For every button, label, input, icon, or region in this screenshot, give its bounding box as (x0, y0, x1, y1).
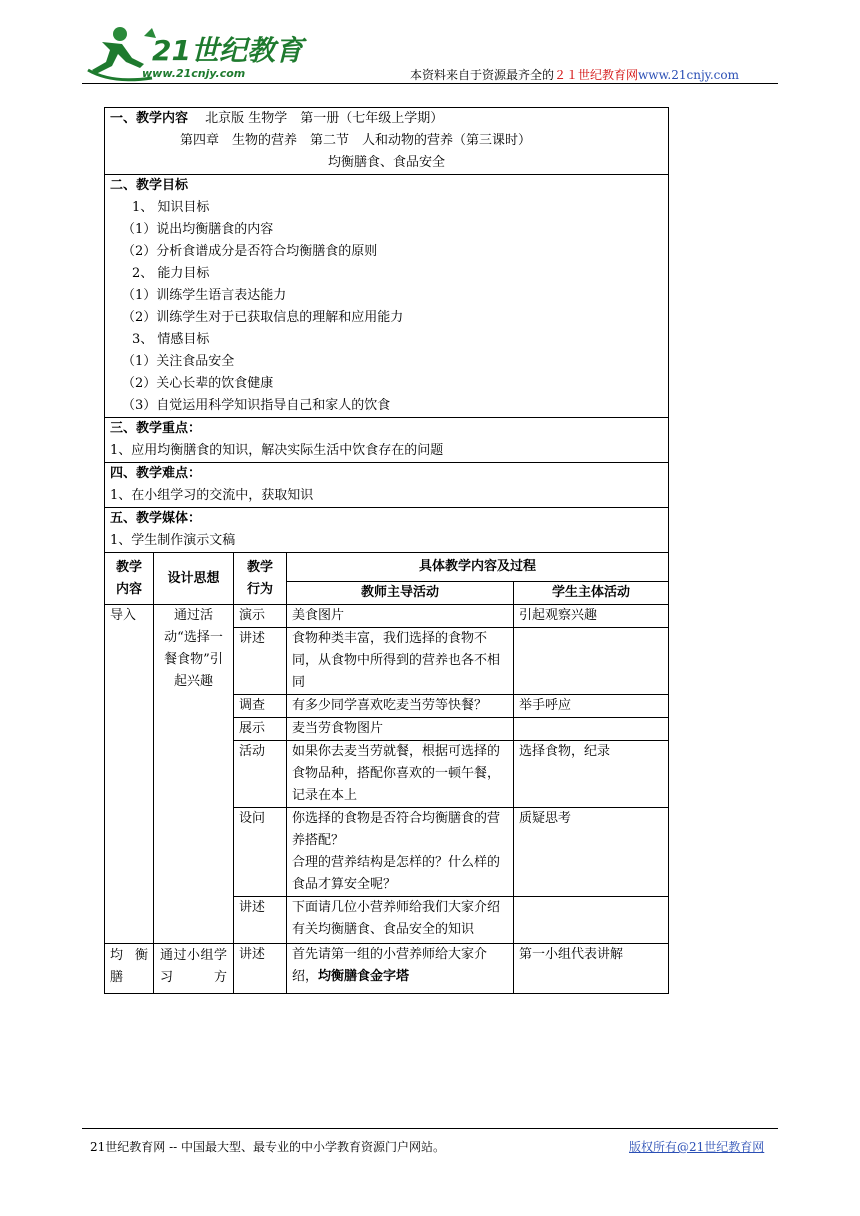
goal-item: （1）说出均衡膳食的内容 (122, 222, 274, 237)
teacher-cell: 下面请几位小营养师给我们大家介绍有关均衡膳食、食品安全的知识 (287, 897, 514, 944)
student-cell (514, 718, 669, 741)
section1-title: 一、教学内容 (110, 111, 189, 126)
student-cell: 引起观察兴趣 (514, 605, 669, 628)
behavior-cell: 讲述 (234, 944, 287, 994)
goal-item: （2）训练学生对于已获取信息的理解和应用能力 (122, 310, 404, 325)
section-teaching-goals (105, 175, 669, 418)
section1-book: 北京版 生物学 第一册（七年级上学期） (205, 111, 444, 126)
goal-group-label: 3、 情感目标 (132, 332, 210, 347)
section1-chapter: 第四章 生物的营养 第二节 人和动物的营养（第三课时） (180, 133, 532, 148)
section3-title: 三、教学重点： (110, 421, 202, 436)
student-cell: 质疑思考 (514, 808, 669, 897)
section-teaching-content (105, 108, 669, 175)
section4-title: 四、教学难点： (110, 466, 202, 481)
teacher-text-bold: 均衡膳食金字塔 (318, 969, 410, 984)
behavior-cell: 调查 (234, 695, 287, 718)
logo-text: 21世纪教育 (152, 34, 303, 67)
behavior-cell: 活动 (234, 741, 287, 808)
behavior-cell: 演示 (234, 605, 287, 628)
goal-group-label: 2、 能力目标 (132, 266, 210, 281)
intro-design-cell: 通过活动“选择一餐食物”引起兴趣 (154, 605, 234, 944)
header-teacher-activity: 教师主导活动 (287, 582, 514, 605)
goal-item: （1）关注食品安全 (122, 354, 235, 369)
header-process: 具体教学内容及过程 (287, 553, 669, 582)
section-difficulties (105, 463, 669, 508)
goal-item: （2）分析食谱成分是否符合均衡膳食的原则 (122, 244, 378, 259)
intro-content-cell: 导入 (105, 605, 154, 944)
header-source: 本资料来自于资源最齐全的２１世纪教育网www.21cnjy.com (410, 68, 739, 82)
section5-title: 五、教学媒体： (110, 511, 202, 526)
student-cell: 举手呼应 (514, 695, 669, 718)
section-key-points (105, 418, 669, 463)
student-cell (514, 628, 669, 695)
balanced-design-cell: 通过小组学习方 (154, 944, 234, 994)
teacher-cell: 麦当劳食物图片 (287, 718, 514, 741)
behavior-cell: 设问 (234, 808, 287, 897)
header-teaching-content: 教学内容 (105, 553, 154, 605)
section-media (105, 508, 669, 553)
footer-rule (82, 1128, 778, 1129)
header-site-name[interactable]: ２１世纪教育网 (554, 68, 639, 82)
goal-item: （1）训练学生语言表达能力 (122, 288, 287, 303)
section5-content: 1、学生制作演示文稿 (110, 533, 236, 548)
process-header-row (105, 553, 669, 582)
lesson-plan-table (104, 107, 669, 994)
teacher-cell (287, 944, 514, 994)
teacher-cell: 食物种类丰富，我们选择的食物不同，从食物中所得到的营养也各不相同 (287, 628, 514, 695)
goal-group-label: 1、 知识目标 (132, 200, 210, 215)
teacher-cell (287, 808, 514, 897)
balanced-content-cell: 均衡膳 (105, 944, 154, 994)
student-cell: 第一小组代表讲解 (514, 944, 669, 994)
teacher-question-1: 你选择的食物是否符合均衡膳食的营养搭配？ (292, 811, 501, 848)
teacher-cell: 有多少同学喜欢吃麦当劳等快餐？ (287, 695, 514, 718)
section4-content: 1、在小组学习的交流中，获取知识 (110, 488, 314, 503)
student-cell: 选择食物，纪录 (514, 741, 669, 808)
section1-topic: 均衡膳食、食品安全 (328, 155, 446, 170)
section3-content: 1、应用均衡膳食的知识，解决实际生活中饮食存在的问题 (110, 443, 444, 458)
section2-title: 二、教学目标 (110, 178, 189, 193)
student-cell (514, 897, 669, 944)
header-rule (82, 83, 778, 84)
behavior-cell: 讲述 (234, 897, 287, 944)
header-site-url[interactable]: www.21cnjy.com (638, 68, 739, 82)
table-row (105, 944, 669, 994)
header-teaching-behavior: 教学行为 (234, 553, 287, 605)
footer-description: 21世纪教育网 -- 中国最大型、最专业的中小学教育资源门户网站。 (90, 1140, 446, 1154)
teacher-text: 首先请第一组的小营养师给大家介绍， (292, 947, 488, 984)
behavior-cell: 讲述 (234, 628, 287, 695)
teacher-cell: 美食图片 (287, 605, 514, 628)
goal-item: （3）自觉运用科学知识指导自己和家人的饮食 (122, 398, 391, 413)
table-row (105, 605, 669, 628)
goal-item: （2）关心长辈的饮食健康 (122, 376, 274, 391)
logo-url: www.21cnjy.com (142, 67, 246, 80)
teacher-question-2: 合理的营养结构是怎样的？什么样的食品才算安全呢？ (292, 855, 501, 892)
header-student-activity: 学生主体活动 (514, 582, 669, 605)
site-logo (82, 24, 303, 86)
header-design-idea: 设计思想 (154, 553, 234, 605)
behavior-cell: 展示 (234, 718, 287, 741)
footer-copyright-link[interactable]: 版权所有@21世纪教育网 (629, 1140, 765, 1154)
teacher-cell: 如果你去麦当劳就餐，根据可选择的食物品种，搭配你喜欢的一顿午餐，记录在本上 (287, 741, 514, 808)
